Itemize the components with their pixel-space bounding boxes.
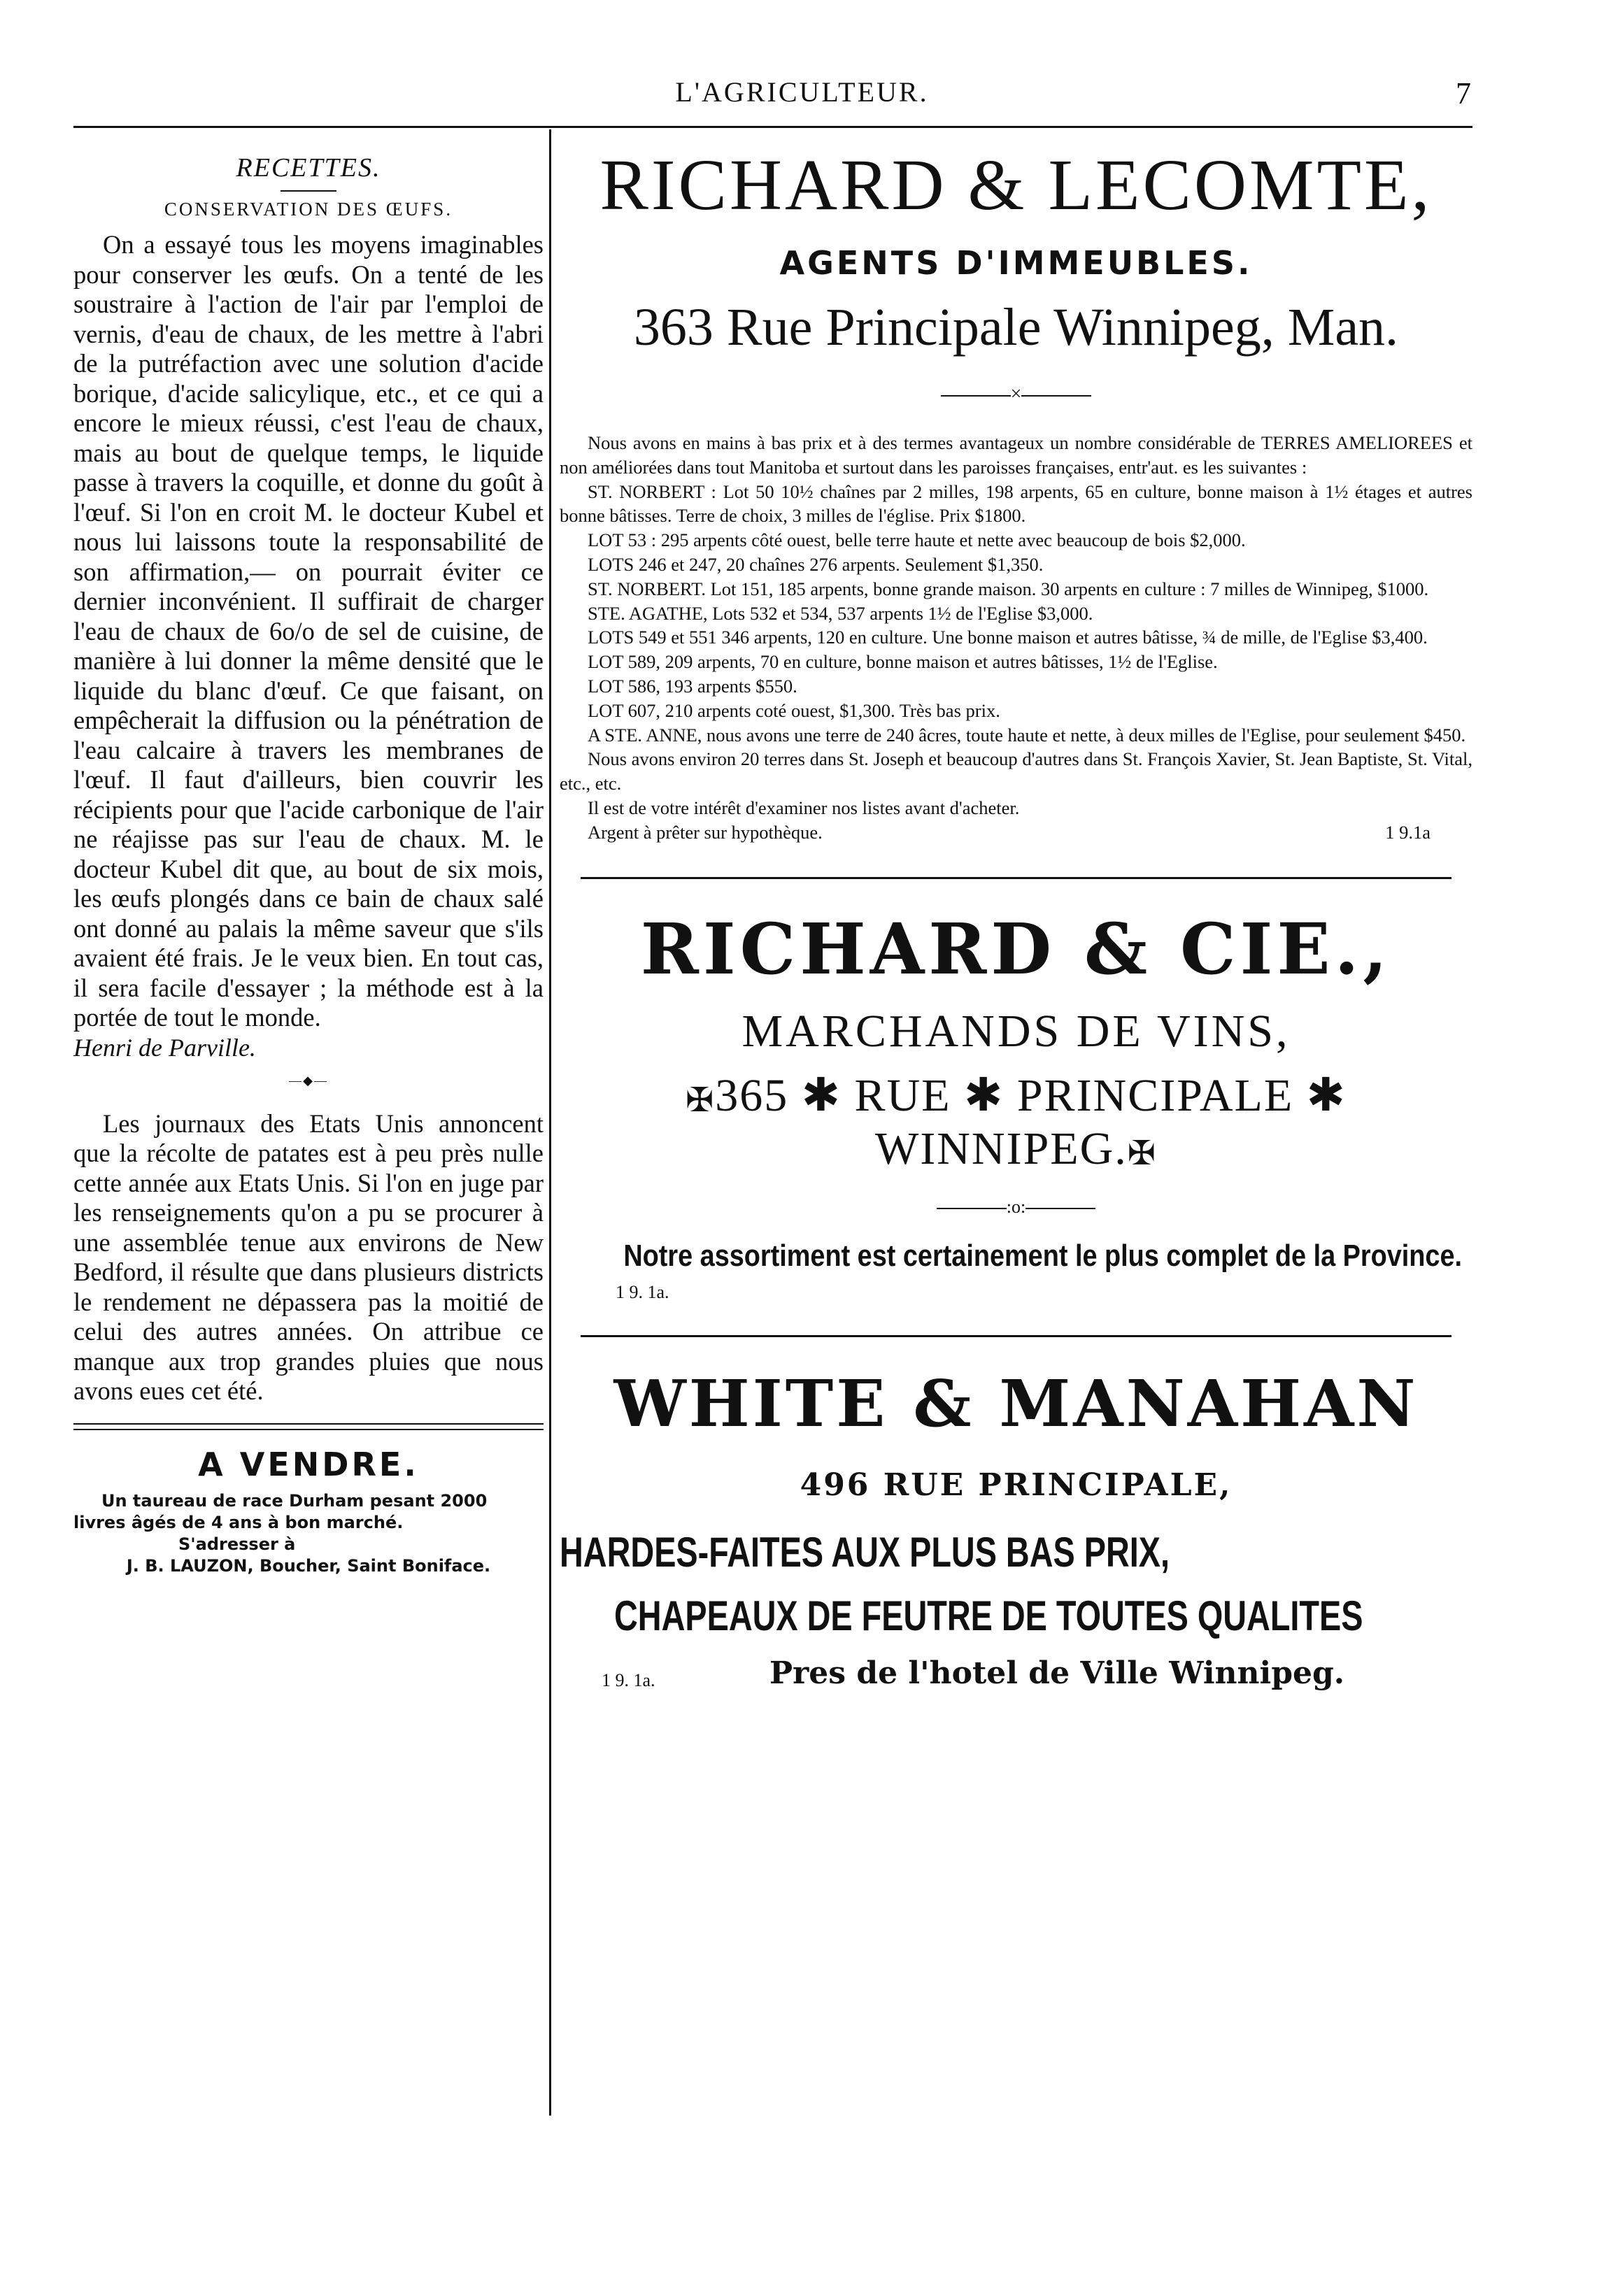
double-rule	[73, 1423, 544, 1430]
ornament-rule: —◆—	[289, 1073, 328, 1088]
listing-item: Nous avons environ 20 terres dans St. Joseph et beaucoup d'autres dans St. François Xavier, St. Jean Baptiste, St. Vital, etc., etc.	[560, 748, 1472, 794]
listing-item: STE. AGATHE, Lots 532 et 534, 537 arpents 1½ de l'Eglise $3,000.	[588, 602, 1093, 624]
ad-code: 1 9. 1a.	[602, 1669, 655, 1690]
for-sale-line: livres âgés de 4 ans à bon marché.	[73, 1512, 404, 1532]
listing-intro: Nous avons en mains à bas prix et à des termes avantageux un nombre considérable de TERRES AMELIOREES et non améliorées dans tout Manitoba et surtout dans les paroisses françaises, entr'aut. es les suivantes :	[560, 432, 1472, 478]
article-eggs-text: On a essayé tous les moyens imaginables pour conserver les œufs. On a tenté de les soustraire à l'action de l'air par l'emploi de vernis, d'eau de chaux, de les mettre à l'abri de la putréfaction avec une solution d'acide borique, d'acide salicylique, etc., et ce qui a encore le mieux réussi, c'est l'eau de chaux, mais au bout de quelque temps, le liquide passe à travers la coquille, et donne du goût à l'œuf. Si l'on en croit M. le docteur Kubel et nous lui laissons toute la responsabilité de son affirmation,— on pourrait éviter ce dernier inconvénient. Il suffirait de charger l'eau de chaux de 6o/o de sel de cuisine, de manière à lui donner la même densité que le liquide du blanc d'œuf. Ce que faisant, on empêcherait la diffusion ou la pénétration de l'eau calcaire à travers les membranes de l'œuf. Il faut d'ailleurs, bien couvrir les récipients pour que l'acide carbonique de l'air ne réajisse pas sur l'eau de chaux. M. le docteur Kubel dit que, au bout de six mois, les œufs plongés dans ce bain de chaux salé ont donné au palais la même saveur que s'ils avaient été frais. Je le veux bien. En tout cas, il sera facile d'essayer ; la méthode est à la portée de tout le monde.	[73, 230, 544, 1032]
ad-code: 1 9.1a	[1385, 821, 1431, 843]
ad-richard-lecomte-title: RICHARD & LECOMTE,	[599, 145, 1433, 225]
ad-white-manahan-line: CHAPEAUX DE FEUTRE DE TOUTES QUALITES	[614, 1592, 1363, 1639]
maltese-cross-icon: ✠	[686, 1081, 716, 1119]
ad-richard-cie-title: RICHARD & CIE.,	[640, 907, 1392, 990]
listing-item: LOT 53 : 295 arpents côté ouest, belle terre haute et nette avec beaucoup de bois $2,000.	[588, 529, 1246, 551]
article-potatoes	[73, 1109, 544, 1406]
ad-richard-lecomte-address: 363 Rue Principale Winnipeg, Man.	[633, 298, 1399, 357]
ad-white-manahan-title: WHITE & MANAHAN	[613, 1365, 1419, 1441]
listing-item: LOTS 246 et 247, 20 chaînes 276 arpents. Seulement $1,350.	[588, 553, 1044, 575]
listing-mortgage-note: Argent à prêter sur hypothèque.	[588, 821, 823, 843]
short-rule	[281, 190, 336, 192]
ad-richard-lecomte-subtitle: AGENTS D'IMMEUBLES.	[779, 244, 1253, 282]
maltese-cross-icon: ✠	[1127, 1134, 1157, 1172]
listing-item: LOT 589, 209 arpents, 70 en culture, bonne maison et autres bâtisses, 1½ de l'Eglise.	[588, 651, 1218, 673]
o-glyph: :o:	[1006, 1196, 1026, 1217]
o-separator	[560, 1197, 1472, 1218]
ad-white-manahan-address: 496 RUE PRINCIPALE,	[800, 1467, 1233, 1503]
left-column	[73, 140, 544, 2098]
cross-glyph: ×	[1010, 383, 1022, 405]
article-potatoes-text: Les journaux des Etats Unis annoncent que la récolte de patates est à peu près nulle cette année aux Etats Unis. Si l'on en juge par les renseignements qu'on a pu se procurer à une assemblée tenue aux environs de New Bedford, il résulte que dans plusieurs districts le rendement ne dépassera pas la moitié de celui des autres années. On attribue ce manque aux trop grandes pluies que nous avons eues cet été.	[73, 1108, 544, 1405]
listing-item: ST. NORBERT. Lot 151, 185 arpents, bonne grande maison. 30 arpents en culture : 7 milles de Winnipeg, $1000.	[588, 578, 1429, 599]
ad-divider	[581, 877, 1452, 879]
property-listing	[560, 431, 1472, 845]
section-heading: RECETTES.	[236, 153, 381, 183]
ad-white-manahan-location: Pres de l'hotel de Ville Winnipeg.	[769, 1655, 1345, 1691]
ad-divider	[581, 1335, 1452, 1337]
ad-richard-cie-subtitle: MARCHANDS DE VINS,	[741, 1005, 1291, 1057]
listing-item: A STE. ANNE, nous avons une terre de 240 âcres, toute haute et nette, à deux milles de l'Eglise, pour seulement $450.	[588, 724, 1466, 746]
ad-richard-cie-address-line	[560, 1068, 1472, 1176]
page-number: 7	[1456, 76, 1471, 110]
listing-footer	[560, 820, 1472, 845]
header-rule	[73, 126, 1472, 128]
right-column	[560, 136, 1472, 2123]
for-sale-title: A VENDRE.	[198, 1445, 419, 1483]
ad-white-manahan-line: HARDES-FAITES AUX PLUS BAS PRIX,	[560, 1528, 1170, 1576]
article-eggs	[73, 230, 544, 1033]
for-sale-line: Un taureau de race Durham pesant 2000	[101, 1490, 488, 1511]
ad-richard-cie-address: 365 ✱ RUE ✱ PRINCIPALE ✱ WINNIPEG.	[715, 1069, 1347, 1174]
cross-separator	[560, 383, 1472, 406]
ad-richard-cie-note: Notre assortiment est certainement le plus complet de la Province.	[623, 1238, 1463, 1273]
article-subheading: CONSERVATION DES ŒUFS.	[164, 199, 453, 220]
listing-item: LOT 586, 193 arpents $550.	[588, 675, 797, 697]
running-head	[0, 76, 1604, 117]
for-sale-line: S'adresser à	[178, 1534, 296, 1554]
column-divider	[549, 129, 551, 2116]
for-sale-notice	[73, 1490, 544, 1577]
listing-item: LOTS 549 et 551 346 arpents, 120 en culture. Une bonne maison et autres bâtisse, ¾ de mille, de l'Eglise $3,400.	[588, 627, 1428, 648]
ad-code: 1 9. 1a.	[616, 1281, 669, 1302]
listing-item: Il est de votre intérêt d'examiner nos listes avant d'acheter.	[588, 797, 1020, 818]
listing-item: ST. NORBERT : Lot 50 10½ chaînes par 2 milles, 198 arpents, 65 en culture, bonne maison à 1½ étages et autres bonne bâtisses. Terre de choix, 3 milles de l'église. Prix $1800.	[560, 480, 1472, 527]
article-signature: Henri de Parville.	[73, 1033, 256, 1062]
listing-item: LOT 607, 210 arpents coté ouest, $1,300. Très bas prix.	[588, 699, 1000, 721]
running-title: L'AGRICULTEUR.	[675, 76, 929, 108]
ad-white-manahan-footer	[560, 1655, 1472, 1691]
for-sale-contact: J. B. LAUZON, Boucher, Saint Boniface.	[126, 1555, 491, 1576]
